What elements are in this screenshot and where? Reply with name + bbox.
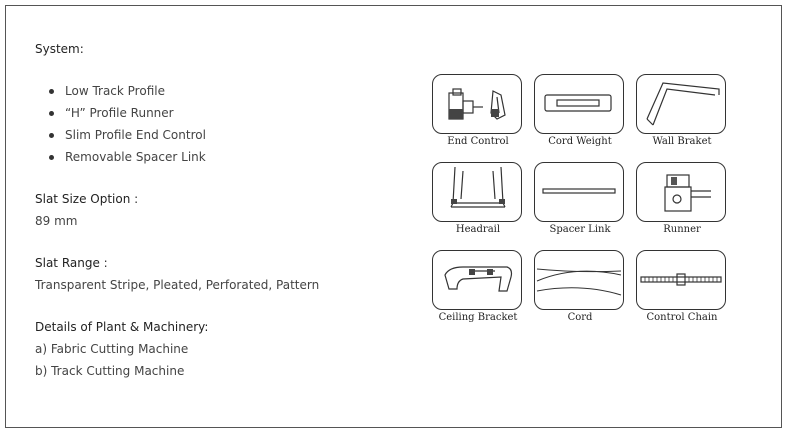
specification-text bbox=[35, 38, 415, 382]
part-caption: Cord bbox=[567, 312, 593, 323]
wall-bracket-icon bbox=[637, 75, 725, 133]
parts-diagram bbox=[428, 72, 732, 334]
slat-size-value: 89 mm bbox=[35, 214, 78, 228]
part-cord-weight bbox=[530, 72, 630, 156]
slat-size-heading: Slat Size Option : bbox=[35, 192, 139, 206]
part-runner bbox=[632, 160, 732, 244]
bullet-icon bbox=[49, 111, 54, 116]
control-chain-icon bbox=[637, 251, 725, 309]
slat-range-value: Transparent Stripe, Pleated, Perforated, Pattern bbox=[35, 278, 320, 292]
bullet-icon bbox=[49, 133, 54, 138]
system-item: Low Track Profile bbox=[35, 80, 415, 102]
part-caption: Control Chain bbox=[646, 312, 718, 323]
part-end-control bbox=[428, 72, 528, 156]
plant-item: b) Track Cutting Machine bbox=[35, 364, 185, 378]
part-spacer-link bbox=[530, 160, 630, 244]
cord-weight-icon bbox=[535, 75, 623, 133]
headrail-icon bbox=[433, 163, 521, 221]
part-caption: Spacer Link bbox=[549, 224, 611, 235]
slat-range-heading: Slat Range : bbox=[35, 256, 108, 270]
system-item: “H” Profile Runner bbox=[35, 102, 415, 124]
part-caption: Ceiling Bracket bbox=[438, 312, 518, 323]
part-caption: Headrail bbox=[455, 224, 501, 235]
part-caption: Cord Weight bbox=[548, 136, 612, 147]
plant-item: a) Fabric Cutting Machine bbox=[35, 342, 189, 356]
part-caption: Runner bbox=[663, 224, 701, 235]
system-heading: System: bbox=[35, 42, 84, 56]
bullet-icon bbox=[49, 89, 54, 94]
system-list bbox=[35, 80, 415, 168]
bullet-icon bbox=[49, 155, 54, 160]
part-caption: End Control bbox=[447, 136, 509, 147]
part-control-chain bbox=[632, 248, 732, 332]
end-control-icon bbox=[433, 75, 521, 133]
part-ceiling-bracket bbox=[428, 248, 528, 332]
cord-icon bbox=[535, 251, 623, 309]
system-item: Removable Spacer Link bbox=[35, 146, 415, 168]
part-wall-bracket bbox=[632, 72, 732, 156]
part-headrail bbox=[428, 160, 528, 244]
spacer-link-icon bbox=[535, 163, 623, 221]
part-cord bbox=[530, 248, 630, 332]
plant-heading: Details of Plant & Machinery: bbox=[35, 320, 209, 334]
system-item: Slim Profile End Control bbox=[35, 124, 415, 146]
ceiling-bracket-icon bbox=[433, 251, 521, 309]
part-caption: Wall Braket bbox=[652, 136, 712, 147]
runner-icon bbox=[637, 163, 725, 221]
